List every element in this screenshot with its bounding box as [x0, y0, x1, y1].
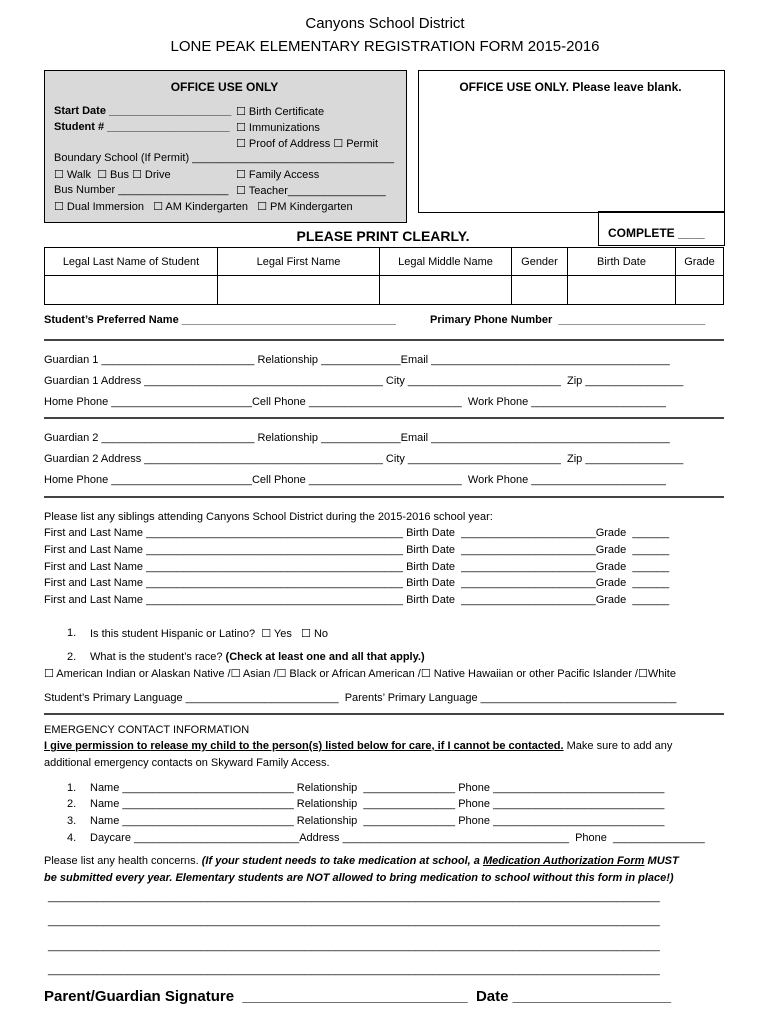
complete-field[interactable]: COMPLETE ____ [608, 226, 705, 240]
contact-number: 3. [67, 815, 77, 827]
health-blank-line[interactable]: ____________________________________________________________________________________________________ [48, 891, 660, 903]
sibling-row[interactable]: First and Last Name __________________________________________ Birth Date ______________________Grade ______ [44, 577, 670, 589]
input-first-name[interactable] [218, 276, 380, 305]
header-middle-name: Legal Middle Name [380, 248, 512, 276]
permission-statement: I give permission to release my child to the person(s) listed below for care, if I cannot be contacted. Make sure to add any [44, 740, 673, 752]
office-blank-title: OFFICE USE ONLY. Please leave blank. [459, 80, 682, 94]
race-checkboxes[interactable]: ☐ American Indian or Alaskan Native /☐ Asian /☐ Black or African American /☐ Native Hawaiian or other Pacific Islander /☐White [44, 668, 676, 680]
program-checkboxes[interactable]: ☐ Dual Immersion ☐ AM Kindergarten ☐ PM Kindergarten [54, 201, 353, 213]
student-number-field[interactable]: Student # ____________________ [54, 121, 230, 133]
divider [44, 339, 724, 341]
student-info-table [44, 247, 724, 305]
sibling-row[interactable]: First and Last Name __________________________________________ Birth Date ______________________Grade ______ [44, 594, 670, 606]
input-last-name[interactable] [45, 276, 218, 305]
form-title: LONE PEAK ELEMENTARY REGISTRATION FORM 2015-2016 [170, 38, 600, 55]
primary-language-line[interactable]: Student’s Primary Language _________________________ Parents’ Primary Language ________________________________ [44, 692, 677, 704]
guardian1-name-line[interactable]: Guardian 1 _________________________ Relationship _____________Email _______________________________________ [44, 354, 670, 366]
health-concerns-prompt: Please list any health concerns. (If your student needs to take medication at school, a Medication Authorization Form MUST [44, 855, 679, 867]
contact-number: 2. [67, 798, 77, 810]
emergency-contact-row[interactable]: Name ____________________________ Relationship _______________ Phone ____________________________ [90, 782, 665, 794]
daycare-row[interactable]: Daycare ___________________________Address _____________________________________ Phone _______________ [90, 832, 705, 844]
start-date-field[interactable]: Start Date ____________________ [54, 105, 232, 117]
input-middle-name[interactable] [380, 276, 512, 305]
q1-number: 1. [67, 627, 77, 639]
immunizations-checkbox[interactable]: ☐ Immunizations [236, 122, 320, 134]
health-blank-line[interactable]: ____________________________________________________________________________________________________ [48, 964, 660, 976]
sibling-row[interactable]: First and Last Name __________________________________________ Birth Date ______________________Grade ______ [44, 527, 670, 539]
sibling-row[interactable]: First and Last Name __________________________________________ Birth Date ______________________Grade ______ [44, 544, 670, 556]
walk-bus-drive-checkboxes[interactable]: ☐ Walk ☐ Bus ☐ Drive [54, 169, 171, 181]
divider [44, 713, 724, 715]
siblings-intro: Please list any siblings attending Canyons School District during the 2015-2016 school year: [44, 511, 493, 523]
hispanic-question[interactable]: Is this student Hispanic or Latino? ☐ Yes ☐ No [90, 628, 329, 640]
guardian1-phone-line[interactable]: Home Phone _______________________Cell Phone _________________________ Work Phone ______________________ [44, 396, 666, 408]
guardian1-address-line[interactable]: Guardian 1 Address _______________________________________ City _________________________ Zip ________________ [44, 375, 684, 387]
teacher-checkbox[interactable]: ☐ Teacher________________ [236, 185, 386, 197]
health-blank-line[interactable]: ____________________________________________________________________________________________________ [48, 915, 660, 927]
header-gender: Gender [512, 248, 568, 276]
primary-phone-field[interactable]: Primary Phone Number ________________________ [430, 314, 706, 326]
family-access-checkbox[interactable]: ☐ Family Access [236, 169, 320, 181]
guardian2-address-line[interactable]: Guardian 2 Address _______________________________________ City _________________________ Zip ________________ [44, 453, 684, 465]
emergency-contact-row[interactable]: Name ____________________________ Relationship _______________ Phone ____________________________ [90, 815, 665, 827]
guardian2-name-line[interactable]: Guardian 2 _________________________ Relationship _____________Email _______________________________________ [44, 432, 670, 444]
input-grade[interactable] [676, 276, 724, 305]
boundary-school-field[interactable]: Boundary School (If Permit) _________________________________ [54, 152, 395, 164]
please-print-heading: PLEASE PRINT CLEARLY. [296, 228, 470, 244]
health-blank-line[interactable]: ____________________________________________________________________________________________________ [48, 940, 660, 952]
office-use-title: OFFICE USE ONLY [170, 80, 279, 94]
guardian2-phone-line[interactable]: Home Phone _______________________Cell Phone _________________________ Work Phone ______________________ [44, 474, 666, 486]
divider [44, 417, 724, 419]
preferred-name-field[interactable]: Student’s Preferred Name ___________________________________ [44, 314, 396, 326]
input-birth-date[interactable] [568, 276, 676, 305]
header-birth-date: Birth Date [568, 248, 676, 276]
sibling-row[interactable]: First and Last Name __________________________________________ Birth Date ______________________Grade ______ [44, 561, 670, 573]
proof-address-permit-checkbox[interactable]: ☐ Proof of Address ☐ Permit [236, 138, 378, 150]
header-grade: Grade [676, 248, 724, 276]
input-gender[interactable] [512, 276, 568, 305]
contact-number: 1. [67, 782, 77, 794]
q2-number: 2. [67, 651, 77, 663]
race-question: What is the student’s race? (Check at least one and all that apply.) [90, 651, 425, 663]
header-first-name: Legal First Name [218, 248, 380, 276]
bus-number-field[interactable]: Bus Number __________________ [54, 184, 229, 196]
emergency-contact-row[interactable]: Name ____________________________ Relationship _______________ Phone ____________________________ [90, 798, 665, 810]
signature-line[interactable]: Parent/Guardian Signature ___________________________ Date ___________________ [44, 988, 672, 1005]
emergency-title: EMERGENCY CONTACT INFORMATION [44, 724, 250, 736]
birth-certificate-checkbox[interactable]: ☐ Birth Certificate [236, 106, 325, 118]
permission-statement-line2: additional emergency contacts on Skyward Family Access. [44, 757, 330, 769]
health-concerns-prompt-line2: be submitted every year. Elementary students are NOT allowed to bring medication to school without this form in place!) [44, 872, 674, 884]
divider [44, 496, 724, 498]
contact-number: 4. [67, 832, 77, 844]
header-last-name: Legal Last Name of Student [45, 248, 218, 276]
district-title: Canyons School District [305, 15, 465, 32]
